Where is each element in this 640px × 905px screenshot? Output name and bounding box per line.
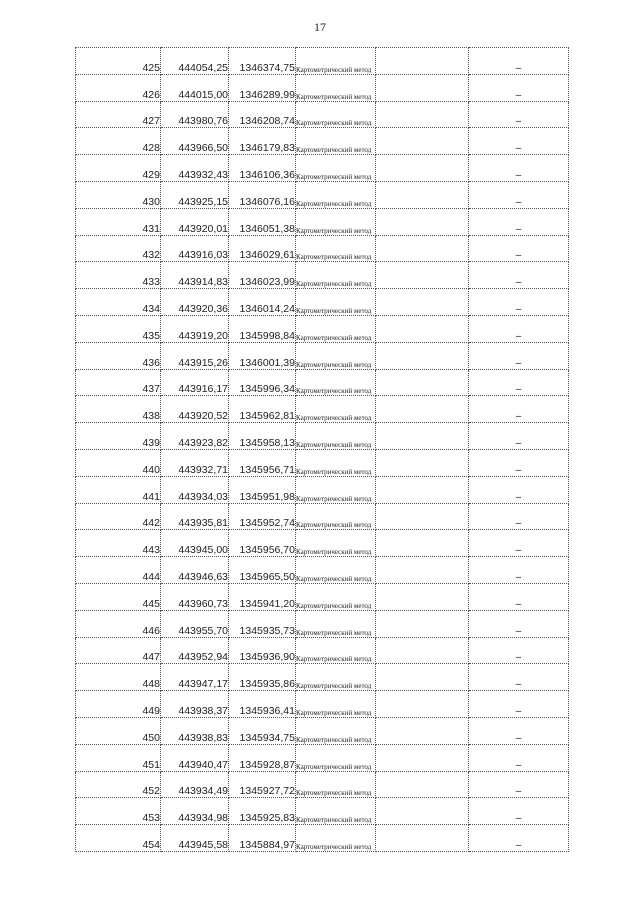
dash-cell: –	[469, 74, 569, 101]
empty-cell	[376, 771, 469, 798]
method-cell: Картометрический метод	[296, 691, 376, 718]
coordinate-x: 443932,43	[161, 155, 229, 182]
coordinate-y: 1345936,90	[229, 637, 296, 664]
point-number: 447	[76, 637, 161, 664]
empty-cell	[376, 101, 469, 128]
table-row	[76, 289, 569, 316]
empty-cell	[376, 396, 469, 423]
coordinate-y: 1345884,97	[229, 825, 296, 852]
empty-cell	[376, 744, 469, 771]
coordinate-y: 1346179,83	[229, 128, 296, 155]
table-row	[76, 48, 569, 75]
method-cell: Картометрический метод	[296, 315, 376, 342]
dash-cell: –	[469, 717, 569, 744]
coordinate-x: 443934,49	[161, 771, 229, 798]
empty-cell	[376, 289, 469, 316]
dash-cell: –	[469, 664, 569, 691]
point-number: 448	[76, 664, 161, 691]
coordinate-y: 1345952,74	[229, 503, 296, 530]
dash-cell: –	[469, 476, 569, 503]
coordinate-y: 1345965,50	[229, 557, 296, 584]
method-cell: Картометрический метод	[296, 744, 376, 771]
empty-cell	[376, 423, 469, 450]
coordinate-x: 443966,50	[161, 128, 229, 155]
dash-cell: –	[469, 637, 569, 664]
coordinate-y: 1345998,84	[229, 315, 296, 342]
coordinate-x: 443919,20	[161, 315, 229, 342]
method-cell: Картометрический метод	[296, 235, 376, 262]
table-row	[76, 262, 569, 289]
table-row	[76, 208, 569, 235]
coordinate-x: 443980,76	[161, 101, 229, 128]
dash-cell: –	[469, 610, 569, 637]
method-cell: Картометрический метод	[296, 476, 376, 503]
table-row	[76, 369, 569, 396]
method-cell: Картометрический метод	[296, 503, 376, 530]
point-number: 431	[76, 208, 161, 235]
point-number: 441	[76, 476, 161, 503]
coordinate-x: 443940,47	[161, 744, 229, 771]
empty-cell	[376, 664, 469, 691]
point-number: 438	[76, 396, 161, 423]
table-row	[76, 423, 569, 450]
dash-cell: –	[469, 423, 569, 450]
coordinate-y: 1346014,24	[229, 289, 296, 316]
empty-cell	[376, 128, 469, 155]
coordinate-y: 1346106,36	[229, 155, 296, 182]
point-number: 449	[76, 691, 161, 718]
method-cell: Картометрический метод	[296, 289, 376, 316]
table-row	[76, 342, 569, 369]
method-cell: Картометрический метод	[296, 825, 376, 852]
empty-cell	[376, 74, 469, 101]
coordinate-y: 1345935,86	[229, 664, 296, 691]
empty-cell	[376, 476, 469, 503]
coordinates-table	[75, 47, 569, 852]
dash-cell: –	[469, 771, 569, 798]
method-cell: Картометрический метод	[296, 155, 376, 182]
coordinate-y: 1345928,87	[229, 744, 296, 771]
dash-cell: –	[469, 262, 569, 289]
dash-cell: –	[469, 449, 569, 476]
method-cell: Картометрический метод	[296, 449, 376, 476]
coordinate-x: 443923,82	[161, 423, 229, 450]
point-number: 434	[76, 289, 161, 316]
coordinate-x: 443934,98	[161, 798, 229, 825]
coordinate-y: 1345936,41	[229, 691, 296, 718]
coordinate-x: 443920,01	[161, 208, 229, 235]
dash-cell: –	[469, 530, 569, 557]
table-row	[76, 181, 569, 208]
coordinate-y: 1346023,99	[229, 262, 296, 289]
dash-cell: –	[469, 315, 569, 342]
table-row	[76, 557, 569, 584]
point-number: 435	[76, 315, 161, 342]
coordinate-y: 1346051,38	[229, 208, 296, 235]
point-number: 436	[76, 342, 161, 369]
method-cell: Картометрический метод	[296, 208, 376, 235]
table-row	[76, 128, 569, 155]
coordinate-y: 1345927,72	[229, 771, 296, 798]
method-cell: Картометрический метод	[296, 342, 376, 369]
table-row	[76, 476, 569, 503]
coordinate-y: 1346374,75	[229, 48, 296, 75]
dash-cell: –	[469, 825, 569, 852]
coordinate-x: 443915,26	[161, 342, 229, 369]
empty-cell	[376, 262, 469, 289]
table-row	[76, 530, 569, 557]
dash-cell: –	[469, 369, 569, 396]
coordinate-x: 443932,71	[161, 449, 229, 476]
coordinate-x: 443925,15	[161, 181, 229, 208]
coordinate-y: 1345956,70	[229, 530, 296, 557]
coordinate-y: 1345956,71	[229, 449, 296, 476]
method-cell: Картометрический метод	[296, 74, 376, 101]
coordinate-x: 443920,52	[161, 396, 229, 423]
coordinate-x: 444054,25	[161, 48, 229, 75]
dash-cell: –	[469, 798, 569, 825]
point-number: 437	[76, 369, 161, 396]
point-number: 429	[76, 155, 161, 182]
method-cell: Картометрический метод	[296, 798, 376, 825]
coordinate-x: 443935,81	[161, 503, 229, 530]
empty-cell	[376, 503, 469, 530]
empty-cell	[376, 449, 469, 476]
point-number: 427	[76, 101, 161, 128]
dash-cell: –	[469, 181, 569, 208]
dash-cell: –	[469, 691, 569, 718]
coordinate-x: 443916,17	[161, 369, 229, 396]
empty-cell	[376, 691, 469, 718]
point-number: 432	[76, 235, 161, 262]
method-cell: Картометрический метод	[296, 48, 376, 75]
coordinate-x: 443955,70	[161, 610, 229, 637]
point-number: 439	[76, 423, 161, 450]
point-number: 444	[76, 557, 161, 584]
point-number: 426	[76, 74, 161, 101]
empty-cell	[376, 342, 469, 369]
table-row	[76, 610, 569, 637]
empty-cell	[376, 369, 469, 396]
method-cell: Картометрический метод	[296, 664, 376, 691]
dash-cell: –	[469, 342, 569, 369]
empty-cell	[376, 557, 469, 584]
coordinate-x: 444015,00	[161, 74, 229, 101]
empty-cell	[376, 530, 469, 557]
table-row	[76, 771, 569, 798]
table-row	[76, 101, 569, 128]
empty-cell	[376, 825, 469, 852]
coordinate-y: 1346029,61	[229, 235, 296, 262]
coordinate-x: 443952,94	[161, 637, 229, 664]
method-cell: Картометрический метод	[296, 610, 376, 637]
empty-cell	[376, 315, 469, 342]
dash-cell: –	[469, 155, 569, 182]
empty-cell	[376, 235, 469, 262]
dash-cell: –	[469, 101, 569, 128]
coordinate-x: 443960,73	[161, 583, 229, 610]
dash-cell: –	[469, 289, 569, 316]
method-cell: Картометрический метод	[296, 101, 376, 128]
table-row	[76, 315, 569, 342]
coordinate-y: 1345996,34	[229, 369, 296, 396]
point-number: 428	[76, 128, 161, 155]
point-number: 454	[76, 825, 161, 852]
point-number: 453	[76, 798, 161, 825]
dash-cell: –	[469, 396, 569, 423]
point-number: 446	[76, 610, 161, 637]
coordinate-y: 1346289,99	[229, 74, 296, 101]
method-cell: Картометрический метод	[296, 583, 376, 610]
point-number: 445	[76, 583, 161, 610]
empty-cell	[376, 48, 469, 75]
method-cell: Картометрический метод	[296, 557, 376, 584]
coordinate-y: 1345962,81	[229, 396, 296, 423]
coordinate-y: 1345958,13	[229, 423, 296, 450]
table-row	[76, 664, 569, 691]
table-row	[76, 155, 569, 182]
point-number: 433	[76, 262, 161, 289]
empty-cell	[376, 717, 469, 744]
coordinate-y: 1346076,16	[229, 181, 296, 208]
empty-cell	[376, 610, 469, 637]
method-cell: Картометрический метод	[296, 771, 376, 798]
point-number: 442	[76, 503, 161, 530]
table-row	[76, 717, 569, 744]
dash-cell: –	[469, 235, 569, 262]
coordinate-x: 443920,36	[161, 289, 229, 316]
method-cell: Картометрический метод	[296, 423, 376, 450]
method-cell: Картометрический метод	[296, 262, 376, 289]
table-row	[76, 583, 569, 610]
coordinate-y: 1345934,75	[229, 717, 296, 744]
point-number: 425	[76, 48, 161, 75]
empty-cell	[376, 181, 469, 208]
point-number: 430	[76, 181, 161, 208]
coordinate-y: 1346208,74	[229, 101, 296, 128]
empty-cell	[376, 637, 469, 664]
coordinate-y: 1345951,98	[229, 476, 296, 503]
table-row	[76, 503, 569, 530]
coordinate-y: 1345925,83	[229, 798, 296, 825]
dash-cell: –	[469, 48, 569, 75]
empty-cell	[376, 155, 469, 182]
table-row	[76, 744, 569, 771]
method-cell: Картометрический метод	[296, 637, 376, 664]
method-cell: Картометрический метод	[296, 181, 376, 208]
dash-cell: –	[469, 744, 569, 771]
point-number: 443	[76, 530, 161, 557]
dash-cell: –	[469, 208, 569, 235]
coordinate-y: 1345941,20	[229, 583, 296, 610]
empty-cell	[376, 583, 469, 610]
coordinate-x: 443914,83	[161, 262, 229, 289]
method-cell: Картометрический метод	[296, 530, 376, 557]
table-row	[76, 396, 569, 423]
method-cell: Картометрический метод	[296, 128, 376, 155]
coordinate-x: 443945,58	[161, 825, 229, 852]
coordinates-table-body	[76, 48, 569, 852]
point-number: 450	[76, 717, 161, 744]
coordinate-y: 1345935,73	[229, 610, 296, 637]
point-number: 452	[76, 771, 161, 798]
empty-cell	[376, 798, 469, 825]
coordinate-x: 443934,03	[161, 476, 229, 503]
method-cell: Картометрический метод	[296, 396, 376, 423]
dash-cell: –	[469, 503, 569, 530]
table-row	[76, 449, 569, 476]
page-number: 17	[314, 20, 326, 34]
point-number: 451	[76, 744, 161, 771]
empty-cell	[376, 208, 469, 235]
table-row	[76, 637, 569, 664]
coordinate-x: 443946,63	[161, 557, 229, 584]
coordinate-x: 443916,03	[161, 235, 229, 262]
dash-cell: –	[469, 583, 569, 610]
table-row	[76, 825, 569, 852]
point-number: 440	[76, 449, 161, 476]
method-cell: Картометрический метод	[296, 717, 376, 744]
dash-cell: –	[469, 557, 569, 584]
dash-cell: –	[469, 128, 569, 155]
table-row	[76, 74, 569, 101]
table-row	[76, 691, 569, 718]
coordinate-y: 1346001,39	[229, 342, 296, 369]
table-row	[76, 235, 569, 262]
table-row	[76, 798, 569, 825]
coordinate-x: 443947,17	[161, 664, 229, 691]
coordinate-x: 443938,37	[161, 691, 229, 718]
method-cell: Картометрический метод	[296, 369, 376, 396]
coordinate-x: 443945,00	[161, 530, 229, 557]
coordinate-x: 443938,83	[161, 717, 229, 744]
